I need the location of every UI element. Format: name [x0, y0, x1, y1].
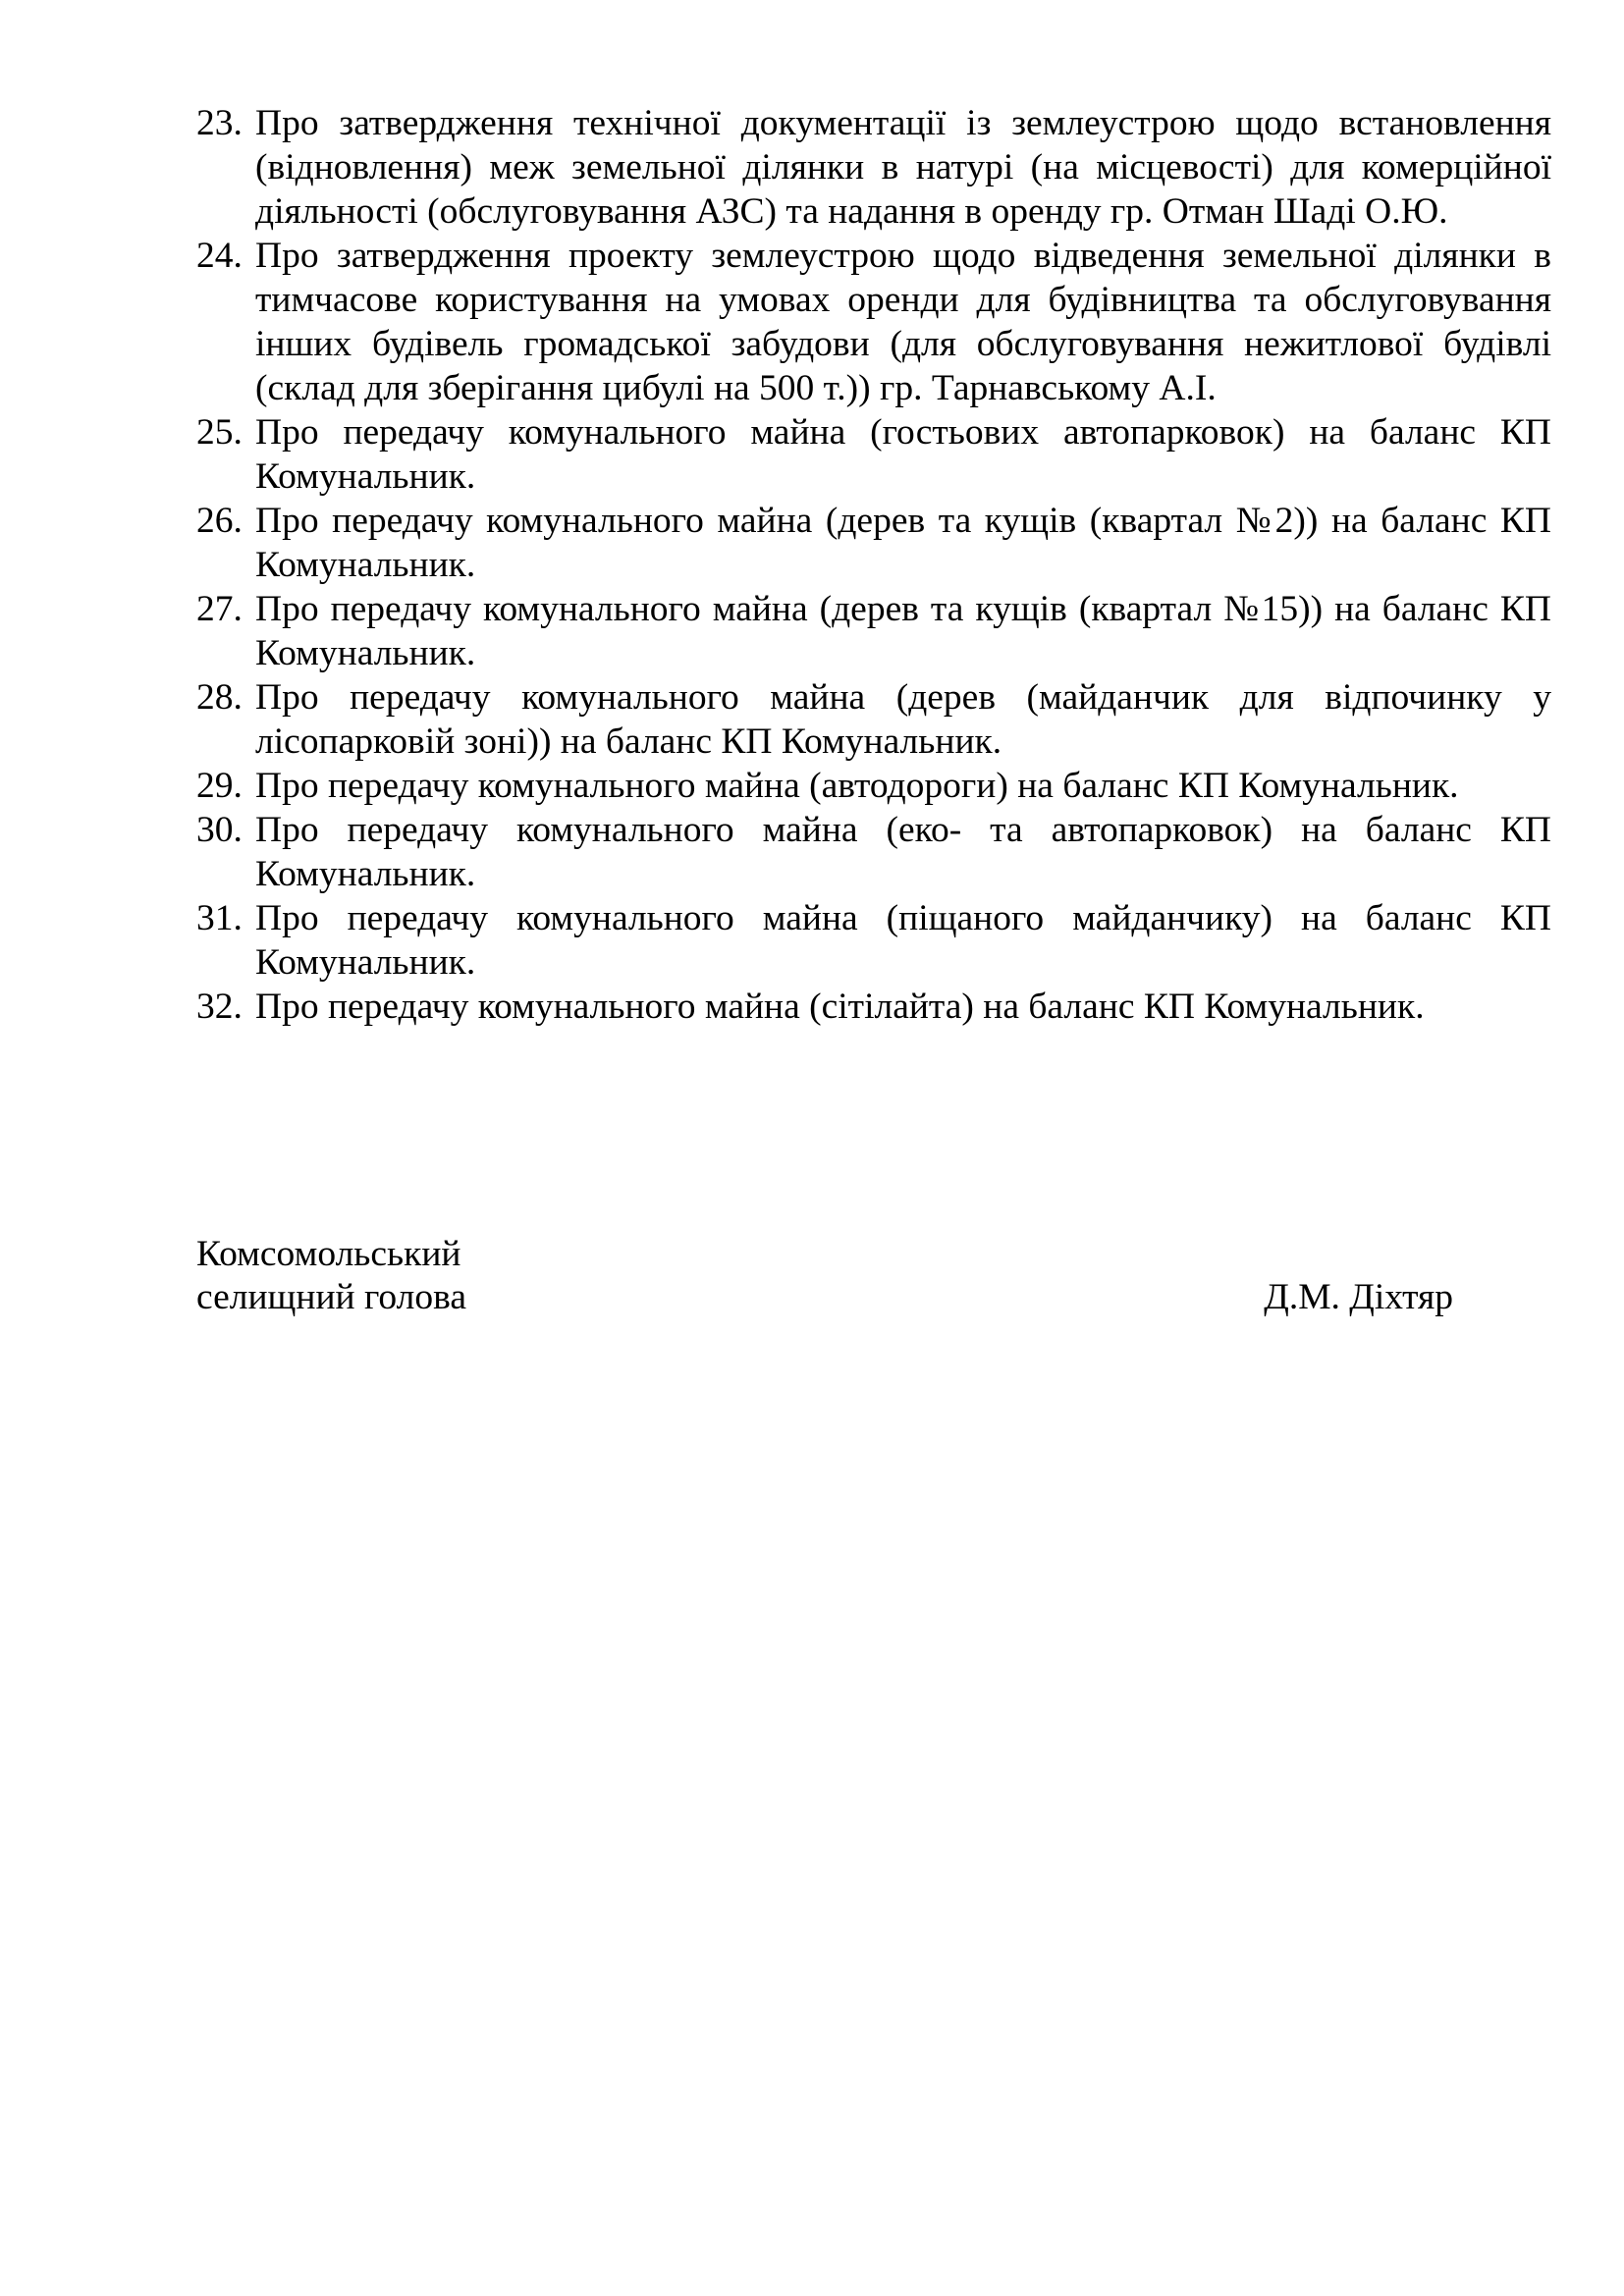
item-number: 28. [196, 677, 243, 718]
signatory-title-line1: Комсомольський [196, 1234, 461, 1274]
signature-line-2 [196, 1276, 1453, 1319]
agenda-item-23 [196, 101, 1551, 234]
item-number: 25. [196, 412, 243, 453]
agenda-item-32 [196, 985, 1551, 1029]
item-number: 32. [196, 987, 243, 1027]
item-text: Про передачу комунального майна (дерев та кущів (квартал №2)) на баланс КП Комунальник. [255, 501, 1551, 585]
agenda-item-27 [196, 587, 1551, 675]
item-text: Про затвердження технічної документації із землеустрою щодо встановлення (відновлення) меж земельної ділянки в натурі (на місцевості) для комерційної діяльності (обслуговування АЗС) та надання в оренду гр. Отман Шаді О.Ю. [255, 103, 1551, 232]
agenda-item-26 [196, 499, 1551, 587]
item-text: Про передачу комунального майна (дерев (майданчик для відпочинку у лісопарковій зоні)) на баланс КП Комунальник. [255, 677, 1551, 762]
item-number: 31. [196, 898, 243, 938]
item-number: 23. [196, 103, 243, 143]
item-text: Про передачу комунального майна (гостьових автопарковок) на баланс КП Комунальник. [255, 412, 1551, 497]
signatory-name: Д.М. Діхтяр [1264, 1277, 1453, 1317]
item-number: 26. [196, 501, 243, 541]
signatory-title-line2: селищний голова [196, 1277, 467, 1317]
item-number: 24. [196, 236, 243, 276]
agenda-item-24 [196, 234, 1551, 410]
item-number: 27. [196, 589, 243, 629]
signature-line-1 [196, 1233, 1453, 1276]
agenda-item-28 [196, 675, 1551, 764]
agenda-item-25 [196, 410, 1551, 499]
agenda-list [196, 101, 1551, 1029]
signature-block [196, 1233, 1453, 1319]
item-number: 29. [196, 766, 243, 806]
item-number: 30. [196, 810, 243, 850]
item-text: Про передачу комунального майна (сітілайта) на баланс КП Комунальник. [255, 987, 1425, 1027]
item-text: Про передачу комунального майна (дерев та кущів (квартал №15)) на баланс КП Комунальник. [255, 589, 1551, 673]
item-text: Про затвердження проекту землеустрою щодо відведення земельної ділянки в тимчасове користування на умовах оренди для будівництва та обслуговування інших будівель громадської забудови (для обслуговування нежитлової будівлі (склад для зберігання цибулі на 500 т.)) гр. Тарнавському А.І. [255, 236, 1551, 408]
agenda-item-29 [196, 764, 1551, 808]
item-text: Про передачу комунального майна (піщаного майданчику) на баланс КП Комунальник. [255, 898, 1551, 983]
item-text: Про передачу комунального майна (еко- та автопарковок) на баланс КП Комунальник. [255, 810, 1551, 894]
item-text: Про передачу комунального майна (автодороги) на баланс КП Комунальник. [255, 766, 1459, 806]
agenda-item-31 [196, 896, 1551, 985]
agenda-item-30 [196, 808, 1551, 896]
